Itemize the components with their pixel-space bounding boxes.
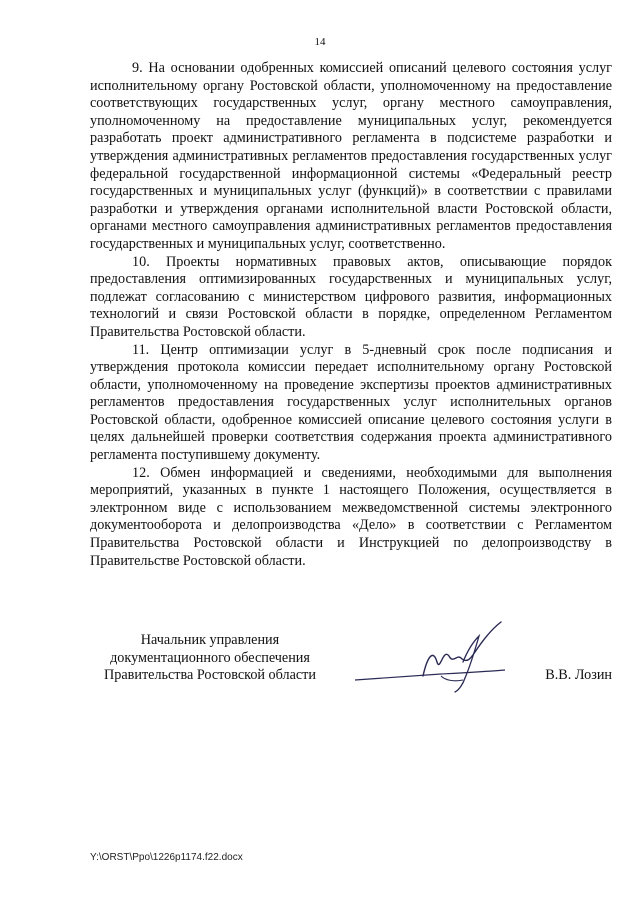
footer-file-path: Y:\ORST\Ppo\1226p1174.f22.docx bbox=[90, 852, 243, 863]
signatory-title bbox=[90, 632, 330, 685]
paragraph-9: 9. На основании одобренных комиссией описаний целевого состояния услуг исполнительному органу Ростовской области, уполномоченному на предоставление соответствующих государственных услуг, органу местного самоуправления, уполномоченному на предоставление муниципальных услуг, рекомендуется разработать проект административного регламента в подсистеме разработки и утверждения административных регламентов предоставления государственных услуг федеральной государственной информационной системы «Федеральный реестр государственных и муниципальных услуг (функций)» в соответствии с правилами разработки и утверждения органами исполнительной власти Ростовской области, органами местного самоуправления административных регламентов предоставления государственных и муниципальных услуг, соответственно. bbox=[90, 60, 612, 252]
page-number: 14 bbox=[314, 36, 326, 48]
signatory-title-line-3: Правительства Ростовской области bbox=[104, 667, 316, 684]
paragraph-12: 12. Обмен информацией и сведениями, необходимыми для выполнения мероприятий, указанных в пункте 1 настоящего Положения, осуществляется в электронном виде с использованием межведомственной системы электронного документооборота и делопроизводства «Дело» в соответствии с Регламентом Правительства Ростовской области и Инструкцией по делопроизводству в Правительстве Ростовской области. bbox=[90, 464, 612, 569]
document-body bbox=[90, 60, 612, 570]
paragraph-11: 11. Центр оптимизации услуг в 5-дневный срок после подписания и утверждения протокола комиссии передает исполнительному органу Ростовской области, уполномоченному на проведение экспертизы проектов административных регламентов предоставления государственных услуг исполнительных органов Ростовской области, одобренное комиссией описание целевого состояния услуги в целях дальнейшей проверки соответствия содержания проекта административного регламента поступившему документу. bbox=[90, 341, 612, 464]
signatory-title-line-2: документационного обеспечения bbox=[110, 649, 310, 666]
signatory-title-line-1: Начальник управления bbox=[140, 632, 280, 648]
paragraph-10: 10. Проекты нормативных правовых актов, описывающие порядок предоставления оптимизированных государственных и муниципальных услуг, подлежат согласованию с министерством цифрового развития, информационных технологий и связи Ростовской области в порядке, определенном Регламентом Правительства Ростовской области. bbox=[90, 253, 612, 340]
signature-block bbox=[90, 632, 612, 702]
signatory-name: В.В. Лозин bbox=[545, 667, 612, 683]
handwritten-signature bbox=[345, 618, 515, 698]
